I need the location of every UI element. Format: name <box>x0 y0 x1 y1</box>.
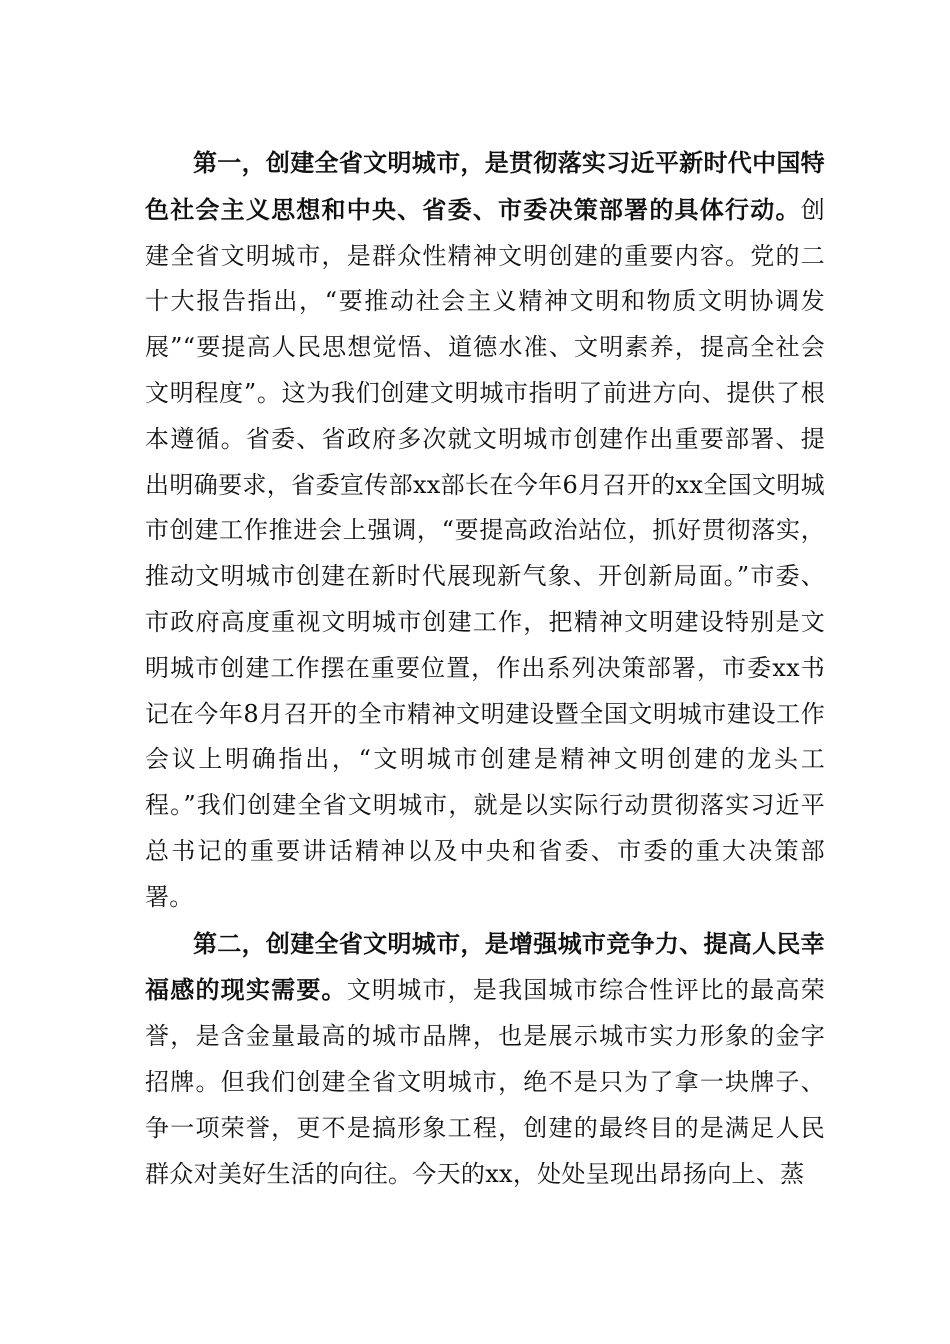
paragraph-first-body: 创建全省文明城市，是群众性精神文明创建的重要内容。党的二十大报告指出，“要推动社会主义精神文明和物质文明协调发展”“要提高人民思想觉悟、道德水准、文明素养，提高全社会文明程度”。这为我们创建文明城市指明了前进方向、提供了根本遵循。省委、省政府多次就文明城市创建作出重要部署、提出明确要求，省委宣传部xx部长在今年6月召开的xx全国文明城市创建工作推进会上强调，“要提高政治站位，抓好贯彻落实，推动文明城市创建在新时代展现新气象、开创新局面。”市委、市政府高度重视文明城市创建工作，把精神文明建设特别是文明城市创建工作摆在重要位置，作出系列决策部署，市委xx书记在今年8月召开的全市精神文明建设暨全国文明城市建设工作会议上明确指出，“文明城市创建是精神文明创建的龙头工程。”我们创建全省文明城市，就是以实际行动贯彻落实习近平总书记的重要讲话精神以及中央和省委、市委的重大决策部署。 <box>145 195 825 911</box>
paragraph-second <box>145 921 825 1198</box>
paragraph-second-lead: 第二，创建全省文明城市，是增强城市竞争力、提高人民幸福感的现实需要。 <box>145 928 825 1005</box>
document-body <box>145 140 825 1197</box>
paragraph-first <box>145 140 825 921</box>
paragraph-first-lead: 第一，创建全省文明城市，是贯彻落实习近平新时代中国特色社会主义思想和中央、省委、市委决策部署的具体行动。 <box>145 148 825 224</box>
paragraph-second-body: 文明城市，是我国城市综合性评比的最高荣誉，是含金量最高的城市品牌，也是展示城市实力形象的金字招牌。但我们创建全省文明城市，绝不是只为了拿一块牌子、争一项荣誉，更不是搞形象工程，创建的最终目的是满足人民群众对美好生活的向往。今天的xx，处处呈现出昂扬向上、蒸 <box>145 976 826 1188</box>
